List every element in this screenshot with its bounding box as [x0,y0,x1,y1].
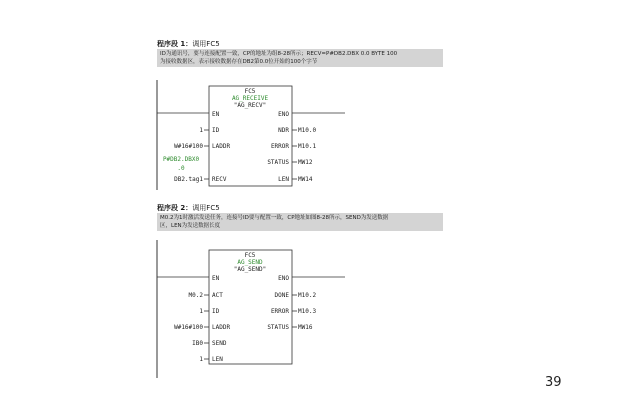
block-instance-1: "AG_RECV" [233,102,267,109]
param-recv-1b: .0 [177,165,185,172]
pin-status-1: STATUS [267,159,289,166]
out-status-1: MW12 [298,159,313,166]
network-1-label: 程序段 1： [157,40,193,48]
network-2-subtitle: 调用FC5 [192,204,220,212]
pin-recv-1: RECV [212,176,227,183]
block-name-2: AG_SEND [237,259,263,266]
network-1-ladder [157,80,345,190]
param-recv-1a: P#DB2.DBX0 [162,156,200,163]
block-type-2: FC5 [244,252,256,259]
block-type-1: FC5 [244,88,256,95]
network-1-comment-line2: 为接收数据区，表示接收数据存在DB2第0.0位开始的100个字节 [160,59,318,65]
param-send-2: IB0 [192,340,203,347]
param-len-2: 1 [199,356,203,363]
pin-send-2: SEND [212,340,227,347]
pin-status-2: STATUS [267,324,289,331]
pin-error-1: ERROR [270,143,289,150]
param-act-2: M0.2 [188,292,203,299]
block-instance-2: "AG_SEND" [233,266,267,273]
pin-error-2: ERROR [270,308,289,315]
network-1-subtitle: 调用FC5 [192,40,220,48]
pin-id-2: ID [212,308,220,315]
pin-en-2: EN [212,275,220,282]
out-done-2: M10.2 [298,292,317,299]
network-1-comment-line1: ID为通讯号，要与连接配置一致，CP的地址为组8-28所示；RECV=P#DB2.DBX 0.0 BYTE 100 [160,51,398,57]
network-2-comment-line2: 区，LEN为发送数据长度 [160,223,221,229]
pin-ndr-1: NDR [278,127,289,134]
page-number: 39 [545,375,562,390]
out-error-1: M10.1 [298,143,317,150]
out-error-2: M10.3 [298,308,317,315]
param-id-2: 1 [199,308,203,315]
param-laddr-2: W#16#100 [174,324,203,331]
network-2-ladder [157,240,345,378]
block-name-1: AG_RECEIVE [231,95,269,102]
pin-len-1: LEN [278,176,289,183]
out-status-2: MW16 [298,324,313,331]
out-ndr-1: M10.0 [298,127,317,134]
param-recv-1c: DB2.tag1 [174,176,203,183]
network-2-label: 程序段 2： [157,204,193,212]
pin-laddr-1: LADDR [212,143,231,150]
pin-id-1: ID [212,127,220,134]
param-id-1: 1 [199,127,203,134]
pin-len-2: LEN [212,356,223,363]
pin-laddr-2: LADDR [212,324,231,331]
param-laddr-1: W#16#100 [174,143,203,150]
pin-en-1: EN [212,111,220,118]
out-len-1: MW14 [298,176,313,183]
network-2-comment-line1: M0.2为1时激活发送任务，连接号ID要与配置一致，CP地址如图8-28所示，SEND为发送数据 [160,215,389,221]
pin-eno-1: ENO [278,111,289,118]
pin-eno-2: ENO [278,275,289,282]
pin-done-2: DONE [274,292,289,299]
pin-act-2: ACT [212,292,223,299]
